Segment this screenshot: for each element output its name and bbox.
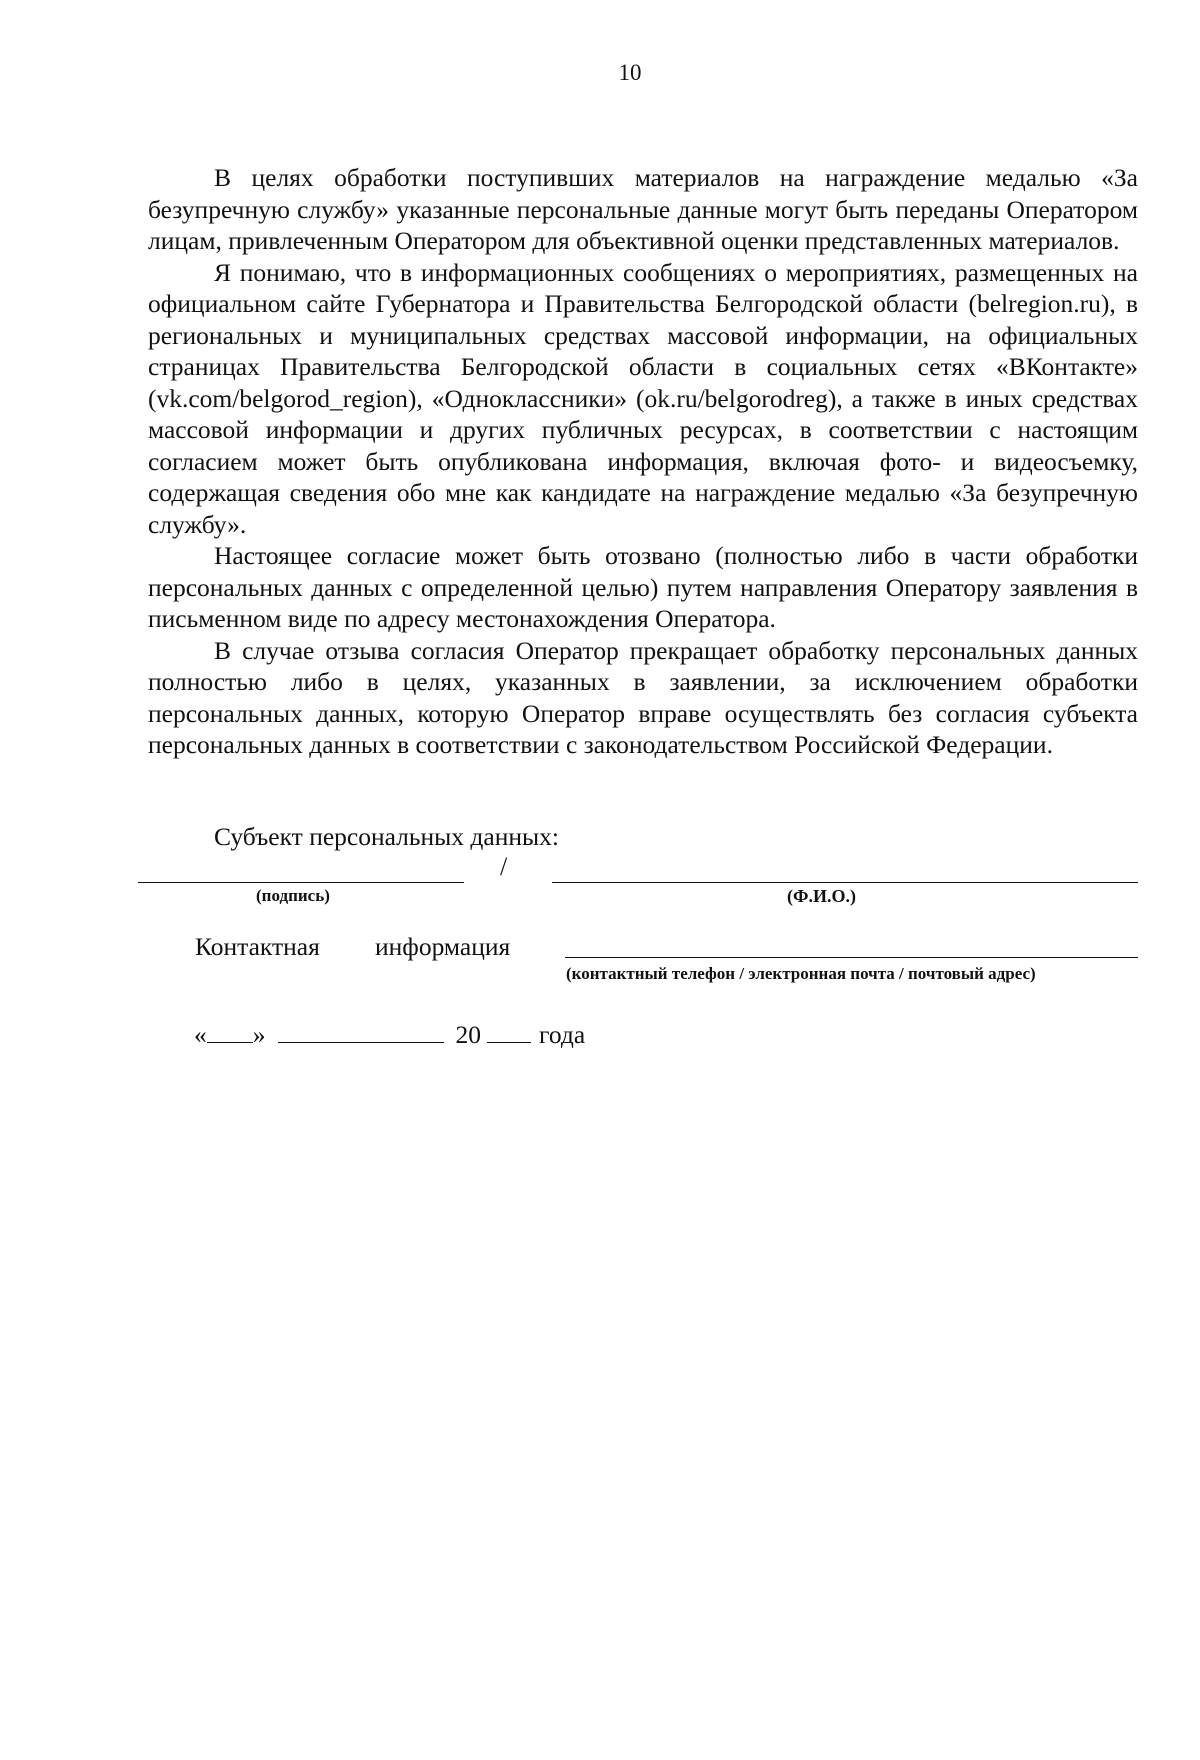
signature-caption: (подпись) <box>256 886 330 905</box>
date-open-quote: « <box>194 1020 207 1049</box>
contact-caption: (контактный телефон / электронная почта / почтовый адрес) <box>566 964 1036 983</box>
contact-label-word-1: Контактная <box>195 932 320 961</box>
consent-body-text <box>148 162 1138 761</box>
paragraph-publication-consent: Я понимаю, что в информационных сообщениях о мероприятиях, размещенных на официальном сайте Губернатора и Правительства Белгородской области (belregion.ru), в региональных и муниципальных средствах массовой информации, на официальных страницах Правительства Белгородской области в социальных сетях «ВКонтакте» (vk.com/belgorod_region), «Одноклассники» (ok.ru/belgorodreg), а также в иных средствах массовой информации и других публичных ресурсах, в соответствии с настоящим согласием может быть опубликована информация, включая фото- и видеосъемку, содержащая сведения обо мне как кандидате на награждение медалью «За безупречную службу». <box>148 257 1138 539</box>
month-blank <box>278 1020 444 1043</box>
date-row <box>194 1020 585 1050</box>
page-number: 10 <box>618 60 642 85</box>
contact-line <box>565 957 1138 958</box>
day-blank <box>207 1020 253 1043</box>
subject-label: Субъект персональных данных: <box>214 822 559 851</box>
signature-line <box>138 882 464 883</box>
paragraph-processing-purpose: В целях обработки поступивших материалов на награждение медалью «За безупречную службу» указанные персональные данные могут быть переданы Оператором лицам, привлеченным Оператором для объективной оценки представленных материалов. <box>148 163 1138 255</box>
contact-label-word-2: информация <box>375 932 511 961</box>
date-close-quote: » <box>252 1020 266 1049</box>
paragraph-withdrawal: Настоящее согласие может быть отозвано (полностью либо в части обработки персональных данных с определенной целью) путем направления Оператору заявления в письменном виде по адресу местонахождения Оператора. <box>148 541 1138 633</box>
year-blank <box>487 1020 531 1043</box>
signature-slash: / <box>500 852 508 881</box>
fio-line <box>552 882 1138 883</box>
date-century: 20 <box>455 1020 481 1049</box>
fio-caption: (Ф.И.О.) <box>787 886 856 906</box>
paragraph-withdrawal-consequences: В случае отзыва согласия Оператор прекращает обработку персональных данных полностью либо в целях, указанных в заявлении, за исключением обработки персональных данных, которую Оператор вправе осуществлять без согласия субъекта персональных данных в соответствии с законодательством Российской Федерации. <box>148 635 1138 759</box>
date-suffix: года <box>539 1020 586 1049</box>
